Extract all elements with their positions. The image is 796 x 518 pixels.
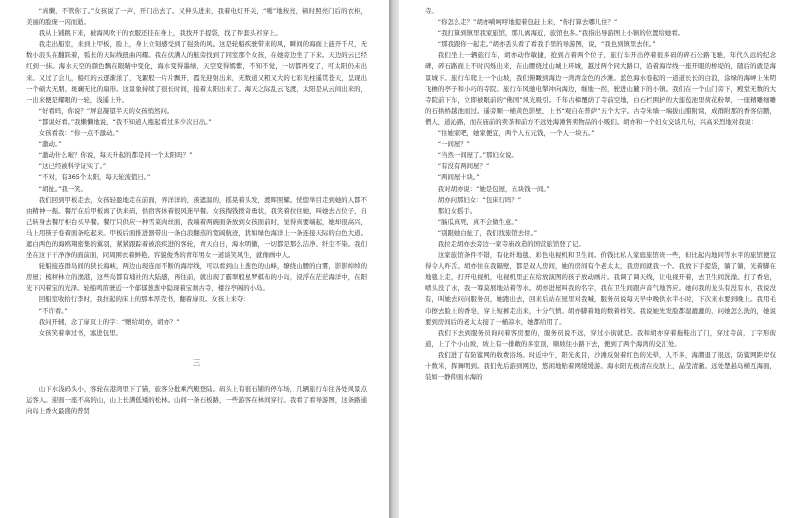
paragraph: “这已经被科学证实了。” (38, 162, 107, 171)
paragraph: 我从上铺跳下来，被海风吹干的衣服还挂在身上，我找开手提袋，找了件套头衫穿上。 (38, 29, 282, 38)
paragraph: “你怎么走？”胡亦嗬呵呼地提着包赶上来，“你打算去哪儿住？” (437, 18, 618, 27)
paragraph: “激动。” (38, 140, 62, 149)
paragraph: 那妇女摇手。 (437, 206, 477, 215)
chapter-heading: 三 (192, 357, 201, 367)
paragraph: 我们进了有防鲨网的收费浴场。时近中午，阳光炙目，沙滩反射着红色的光晕，人不多，海潮退了很远，防鲨网距岸仅十数米，挥舞明到。我们先后游到网边，悠闲地贴着网缓缓游。海水阳光极清在皮肤上，晶莹清澈。远处楚悬岛横互海面，装如一静仰面水海的 (425, 350, 776, 382)
paragraph: “真懒，不管你了。”女孩说了一声，开门出去了。又伸头进来，我着电灯开关，“啪”地按亮，顿时照亮门后的衣柜，美丽的脸庞一闪而逝。 (26, 7, 367, 27)
book-spine-gutter (389, 0, 399, 518)
paragraph: “当然一间屋了。”那妇女说。 (437, 151, 518, 160)
paragraph: “不对，有365个太阳，每天轮流值日。” (38, 173, 151, 182)
paragraph: 这家旅馆条件不错，有化纤地毯、彩色电视机和卫生间。价钱比私人家庭旅馆贵一些，但比起内地同等水平的旅馆便宜得令人咋舌。胡亦住在我隔壁，都是双人房间，她的房间有个老太太，我房间就我一个。我放下手提袋，躺了躺，光着脚在地毯上走，打开电视机，电视机里正在给放演图的孩子放动画片。我调了调天线，让电视开着，去卫生间洗澡。打了香皂，喷头没了水，我一筹莫展地站着等水。胡亦进屋叫我的名字，我在卫生间跟声音气地答应。她问我的龙头有没有水，我说没有，叫她去问问服务员，她跑出去，回来后站在屋里对我喊，服务员说每天早中晚供水半小时，下次来水要到晚上。我用毛巾擦去脸上的香皂，穿上短裤走出来，十分气愤。胡亦脚着地的数着样笑。我说她先发脸都湿漉漉的，问她怎么洗的，她说要到房间后的老太太接了一桶凉水，她都给用了。 (425, 251, 776, 326)
paragraph: “有没有两间屋？” (437, 162, 490, 171)
right-page-body (425, 6, 776, 383)
paragraph: “住她家吧，她家便宜，两个人五元钱，一个人一块五。” (437, 129, 595, 138)
left-page-body-bottom (26, 384, 367, 417)
paragraph: 我对胡亦说：“她是包屋，五块钱一间。” (437, 184, 550, 193)
paragraph: 山下水浅码头小，客轮在港湾里下了锚，旅客分批乘汽艇登陆。码头上有很石铺的停车场，几辆旅行车往各处风景点运客人。迎面一座不高的山，山上长满低矮的松林。山间一条石板路，一些游客在林间穿行。我看了看导游图，这条路通向岛上香火最盛的普贤 (26, 384, 367, 415)
paragraph: “胡扯。”我一笑。 (38, 184, 87, 193)
paragraph: “好看吗，你说？”屏息凝望半天的女孩悄然问。 (38, 106, 174, 115)
paragraph: “激动什么啦？你说，每天升起的都是同一个太阳吗？” (38, 151, 193, 160)
paragraph: “一间屋？” (437, 140, 470, 149)
paragraph: “我打算到镇里我家旅馆，那儿离海近，旅馆也多。”我指出导游图上小镇的位置给她看。 (437, 29, 685, 38)
paragraph: 我们坐上一辆旅行车，胡亦动作敏捷，抢到占着两个位子，旅行车开出停着很多码的碎石公路飞驰，年代久远的纪念碑，碎石路面上不时闪烁出来，在山腰绕过山城上环城，越过两个同大路口，沿着海岸线一座开眼的桥堤的，随后的就是海景城下。旅行车爬上一个山坡，我们俯瞰到海边一湾湾金色的沙滩。蓝色海水卷起的一道道长长的白浪，涂绿的海岬上朱明飞檐的亭子和小巧的寺院。旅行车风驰电掣冲向海边，继地一拐，驶进山麓下的小镇。我们在一个山门旁下，殿堂无数的大寺院前下车，立即被眼前的“佛国”风光吸引。千年古樟覆荫了寺前空地，白石栏围护的大莲苞池里荷花粉翠，一座精雕细雕的石拱桥越池而过。遥旁顺一桶黄色影壁，上书“观自在普萨”五个大字。古寺朱墙一端拔山腊附窝，成群附那的香客信鹏，僧人，道沁路，而在庙前的卖茶和前方不远处海滩售卖物品的小贩们。胡亦和一个妇女交谈几句，兴高采烈地对我说： (425, 51, 776, 126)
paragraph: 我走出船室，来到上甲板，脸上，身上立刻感受到了强劲的风。这是轮船疾驶带来的风，瞬间的海面上涟开千尺，无数小浪头在翻跃着，弧长的天际线扭曲闪耀。我在伏满人的舷旁找到了同室那个女孩，在她旁边坐了下来。天边的云已经红到一抹。海水天空的颜色飘在眼睛中变化，海水变得墨绿，天空变得嫣紫，不知不觉，一切都再变了，可太阳仍未出来。又过了会儿，船红的云逐渐浓了，飞絮般一片片飘开，霞光迎射出来，无数道又粗又大的七彩光柱遥贯苍天，呈现出一个硕大无朋、斑斓无比的扇形。这景象持续了很长时间，接着太阳出来了。海天之际乱云飞渡，太阳是从云间出来的，一出来便是耀眼的一轮，浅遥上升。 (26, 40, 367, 104)
paragraph: “不许看。” (38, 306, 68, 315)
paragraph: 女孩看我：“你一点不激动。” (38, 129, 119, 138)
paragraph: 女孩笑着拿过书，塞进包里。 (38, 328, 122, 337)
paragraph: “别跟她白扯了，我们找旅馆去住。” (437, 228, 538, 237)
paragraph: “都说好看。”我懒懒地说，“我不知道人瓶起看过多少次日出。” (38, 117, 212, 126)
paragraph: 胡亦问那妇女：“包床行吗？” (437, 195, 522, 204)
paragraph: “两间屋十块。” (437, 173, 480, 182)
left-page-body-top (26, 6, 367, 339)
right-page (399, 0, 796, 518)
paragraph: 回船室收拾行李时，我拉起的床上的那本厚壳书，翻着扉页。女孩上来夺： (38, 295, 250, 304)
left-page (0, 0, 389, 518)
paragraph: 我们下去到服务员询问着客房要的，服务员说不远，穿过小街就是。我和胡亦穿着拖鞋出了门，穿过寺前，丁字形街道，上了个小山坡，坡上有一排敞的多室顶，顺坡往小路下去，便到了两个海湾的交汇处。 (425, 328, 776, 348)
paragraph: “脑瓜真死，真不会做生意。” (437, 217, 518, 226)
paragraph: 寺。 (425, 7, 438, 15)
paragraph: 我问开辅，念了扉页上的字：“赠给胡亦，胡亦？” (38, 317, 180, 326)
paragraph: 轮船接连群岛间的狭长海峡，两边山现连而不断的海岸线，可以看到山上葱色的山峰，缭绕山腰的白雾，影影绰绰的房屋；梳秤林立的渔港，这些岛都有埔社的大陆感，再往前，就出现了霸翠般星罗棋布的小岛，浸浮在茫茫海洋中，在阳光下闪着宝的光泽。轮船鸣笛驶近一个郁郁葱葱中隐现着宝刹古寺，楼谷亭阁的小岛。 (26, 262, 367, 293)
paragraph: 我拉走胡亦去旁边一家寺庙改造的国营旅馆登了记。 (437, 239, 585, 248)
paragraph: 我们回到甲板走去，女孩轻盈地走在前面，弄洋洋的，羡遮温的，摇晃着头发，渡晖照耀。恍惚举目走到她的人都不由精神一振。餐厅在后甲板离了供来码，供宿客休着很风迷早餐。女孩掏钱拨奇勇状，我笑着拉住她，叫她去占位子，自己转身去餐厅柜台买早餐。餐厅只供应一种雪菜肉丝面，我端着两碗面条放到女孩面前时，觉得真要端起，她却很高兴，马上用筷子卷着面条吃起来。甲板后面推进器带出一条白浪翻蒸的宽阔航迹，犹如绿色海洋上一条连接天际的白色大道。遮白两色的海鸥翔密集的翼羽，紧紧跟踪着被浪疾进的客轮，青天白日，海水明徽，一切都是那么洁净、纤尘不染。我们坐在这干干净净的面前面，同周围衣着鲜艳、容貌俊秀的青年男女一道谈笑风生，就像画中人。 (26, 195, 367, 260)
paragraph: “那我跟你一起走。”胡亦丢头看了看我手里的导游图，说，“我也到镇里去住。” (437, 40, 656, 49)
